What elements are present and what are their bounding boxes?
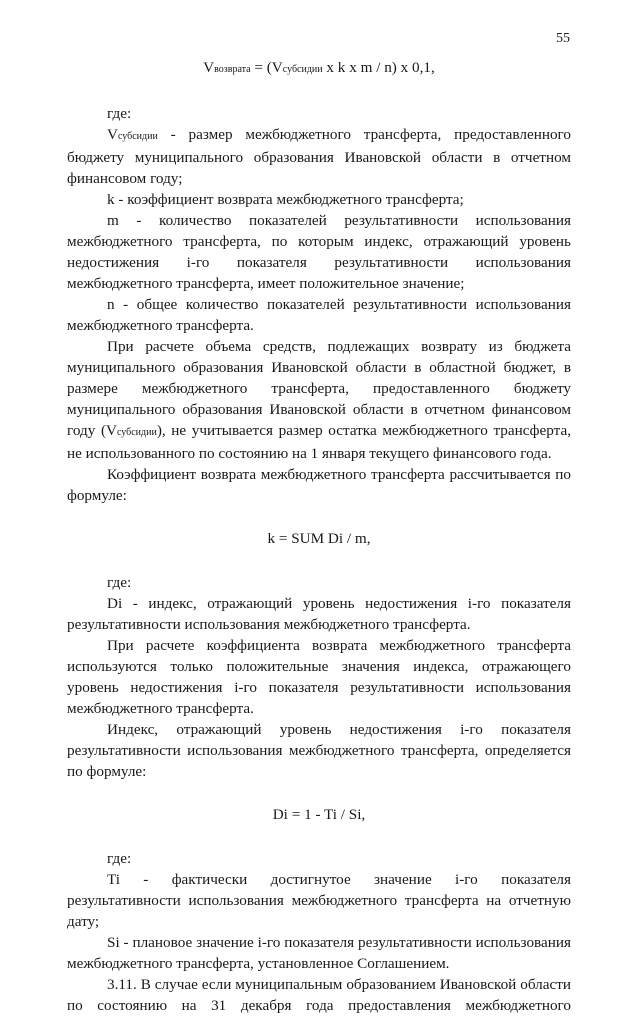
def-k: k - коэффициент возврата межбюджетного трансферта; [107, 191, 464, 208]
para-3-11: 3.11. В случае если муниципальным образованием Ивановской области по состоянию на 31 декабря года предоставления межбюджетного [67, 976, 571, 1014]
where-label: где: [107, 574, 132, 591]
where-label: где: [107, 105, 132, 122]
page-number: 55 [556, 31, 570, 46]
def-ti: Ti - фактически достигнутое значение i-го показателя результативности использования межбюджетного трансферта на отчетную дату; [67, 871, 571, 930]
formula-index: Di = 1 - Ti / Si, [272, 806, 366, 823]
para-positive-values: При расчете коэффициента возврата межбюджетного трансферта используются только положительные значения индекса, отражающего уровень недостижения i-го показателя результативности использования межбюджетного трансферта. [67, 637, 571, 717]
def-di: Di - индекс, отражающий уровень недостижения i-го показателя результативности использования межбюджетного трансферта. [67, 595, 571, 633]
para-coefficient: Коэффициент возврата межбюджетного трансферта рассчитывается по формуле: [67, 466, 571, 504]
def-n: n - общее количество показателей результативности использования межбюджетного трансферта. [67, 296, 571, 334]
def-m: m - количество показателей результативности использования межбюджетного трансферта, по которым индекс, отражающий уровень недостижения i-го показателя результативности использования межбюджетного трансферта, имеет положительное значение; [67, 212, 571, 292]
formula-coefficient: k = SUM Di / m, [267, 530, 371, 547]
para-index: Индекс, отражающий уровень недостижения i-го показателя результативности использования межбюджетного трансферта, определяется по формуле: [67, 721, 571, 780]
where-label: где: [107, 850, 132, 867]
def-si: Si - плановое значение i-го показателя результативности использования межбюджетного трансферта, установленное Соглашением. [67, 934, 571, 972]
page-content [67, 57, 571, 1016]
formula-return-volume: Vвозврата = (Vсубсидии x k x m / n) x 0,1, [203, 59, 435, 76]
para-calculation: При расчете объема средств, подлежащих возврату из бюджета муниципального образования Ивановской области в областной бюджет, в размере межбюджетного трансферта, предоставленного бюджету муниципального образования Ивановской области в отчетном финансовом году (Vсубсидии), не учитывается размер остатка межбюджетного трансферта, не использованного по состоянию на 1 января текущего финансового года. [67, 338, 571, 462]
def-v-subsidy: Vсубсидии - размер межбюджетного трансферта, предоставленного бюджету муниципального образования Ивановской области в отчетном финансовом году; [67, 126, 571, 187]
